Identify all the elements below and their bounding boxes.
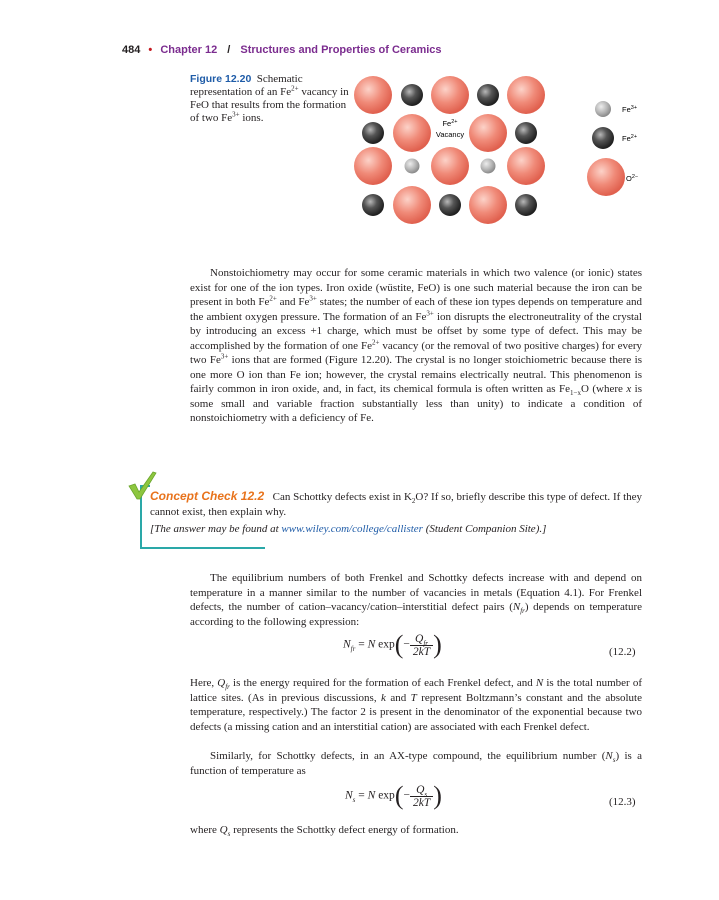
header-separator: • [148,44,153,56]
equation-12-2: $N_{fr} = N$ exp(− $\frac{Q_{fr}}{2kT}$ ) [343,630,442,659]
vacancy-label-2: Vacancy [435,130,465,139]
oxygen-ion [393,114,431,152]
equation-number-12-2: (12.2) [609,646,636,658]
oxygen-ion [469,186,507,224]
fe2-ion [401,84,423,106]
paragraph-frenkel-intro: The equilibrium numbers of both Frenkel and Schottky defects increase with and depend on temperature in a manner similar to the number of vacancies in metals (Equation 4.1). For Frenkel defects, the number of cation–vacancy/cation–interstitial defect pairs $(N_{fr})$ depends on temperature according to the following expression: [190,572,643,628]
oxygen-ion [469,114,507,152]
paragraph-frenkel-explain: Here, $Q_{fr}$ is the energy required for the formation of each Frenkel defect, and N is the total number of lattice sites. (As in previous discussions, k and T represent Boltzmann’s constant and the absolute temperature, respectively.) The factor 2 is present in the denominator of the exponential because two defects (a missing cation and an interstitial cation) are associated with each Frenkel defect. [190,677,643,733]
concept-check-question: Concept Check 12.2 Can Schottky defects exist in $K_2O$? If so, briefly describe this type of defect. If they cannot exist, then explain why. [150,489,643,518]
caption-text-2: vacancy in FeO that results from the formation of two Fe [190,86,349,124]
vacancy-label: $Fe^{2+}$ [442,119,458,128]
figure-caption [190,73,350,125]
oxygen-ion [507,76,545,114]
figure-label: Figure 12.20 [190,73,252,85]
fe2-ion [515,122,537,144]
paragraph-schottky-intro: Similarly, for Schottky defects, in an AX-type compound, the equilibrium number $(N_s)$ is a function of temperature as [190,750,642,777]
legend-oxygen-icon [587,158,625,196]
paragraph-schottky-energy: where $Q_s$ represents the Schottky defect energy of formation. [190,824,459,839]
oxygen-ion [431,147,469,185]
oxygen-ion [354,147,392,185]
caption-text-3: ions. [239,112,264,124]
fe3-ion [405,159,420,174]
legend-oxygen-label: $O^{2-}$ [626,174,639,183]
caption-text-1: Schematic representation of an Fe [190,73,303,98]
running-header [122,44,442,56]
fe2-ion [362,122,384,144]
caption-sup-2: 3+ [232,110,240,119]
chapter-label: Chapter 12 [160,44,218,56]
page-number: 484 [122,44,141,56]
fe2-ion [362,194,384,216]
oxygen-ion [431,76,469,114]
answer-link[interactable]: www.wiley.com/college/callister [281,523,423,535]
legend-fe3-label: $Fe^{3+}$ [622,105,638,114]
caption-sup-1: 2+ [291,84,299,93]
legend-fe2-icon [592,127,614,149]
concept-check-answer: [The answer may be found at www.wiley.com/college/callister (Student Companion Site).] [150,523,547,535]
equation-number-12-3: (12.3) [609,796,636,808]
fe3-ion [481,159,496,174]
oxygen-ion [393,186,431,224]
legend-fe2-label: $Fe^{2+}$ [622,134,638,143]
legend-fe3-icon [595,101,611,117]
header-slash: / [227,44,231,56]
oxygen-ion [354,76,392,114]
equation-12-3: $N_s = N$ exp(− $\frac{Q_s}{2kT}$ ) [345,781,442,810]
concept-check-border-bottom [140,547,265,549]
chapter-title: Structures and Properties of Ceramics [240,44,442,56]
oxygen-ion [507,147,545,185]
concept-check-label: Concept Check 12.2 [150,489,265,503]
fe2-ion [439,194,461,216]
fe2-ion [477,84,499,106]
paragraph-nonstoichiometry: Nonstoichiometry may occur for some ceramic materials in which two valence (or ionic) states exist for one of the ion types. Iron oxide (wüstite, FeO) is one such material because the iron can be present in both $Fe^{2+}$ and $Fe^{3+}$ states; the number of each of these ion types depends on temperature and the ambient oxygen pressure. The formation of an $Fe^{3+}$ ion disrupts the electroneutrality of the crystal by introducing an excess +1 charge, which must be offset by some type of defect. This may be accomplished by the formation of one $Fe^{2+}$ vacancy (or the removal of two positive charges) for every two $Fe^{3+}$ ions that are formed (Figure 12.20). The crystal is no longer stoichiometric because there is one more O ion than Fe ion; however, the crystal remains electrically neutral. This phenomenon is fairly common in iron oxide, and, in fact, its chemical formula is often written as $Fe_{1-x}O$ (where x is some small and variable fraction substantially less than unity) to indicate a condition of nonstoichiometry with a deficiency of Fe. [190,267,643,424]
feo-lattice-diagram [350,68,650,233]
fe2-ion [515,194,537,216]
